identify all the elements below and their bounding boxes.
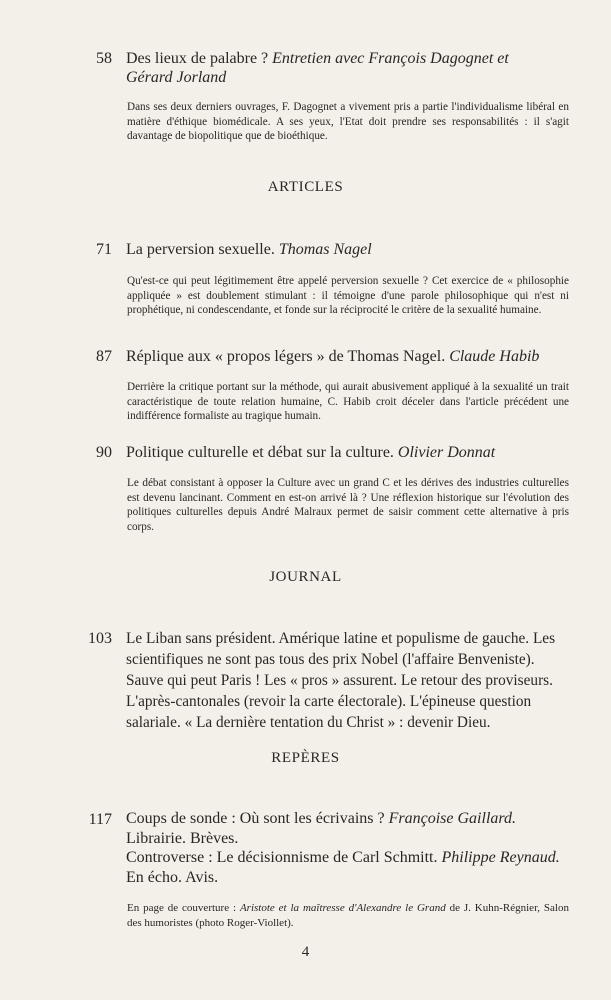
entry-title	[126, 347, 571, 366]
entry-abstract: Qu'est-ce qui peut légitimement être appelé perversion sexuelle ? Cet exercice de « philosophie appliquée » est doublement stimulant : il témoigne d'une parole philosophique qui n'est ni prophétique, ni condescendante, et fonde sur la réciprocité le critère de la sexualité humaine.	[127, 275, 569, 317]
page-number-ref: 71	[96, 241, 112, 258]
entry-line	[126, 848, 571, 868]
entry-author: Philippe Reynaud.	[441, 849, 560, 866]
entry-author-continued: Gérard Jorland	[126, 69, 227, 86]
page-number-ref: 117	[88, 811, 112, 828]
entry-line: Sauve qui peut Paris ! Les « pros » assurent. Le retour des proviseurs.	[126, 672, 553, 689]
cover-credit	[127, 901, 569, 931]
page-number-ref: 87	[96, 348, 112, 365]
section-heading-journal: JOURNAL	[269, 569, 342, 585]
entry-author: Entretien avec François Dagognet et	[272, 50, 509, 67]
entry-line: En écho. Avis.	[126, 868, 219, 886]
section-heading-reperes: REPÈRES	[271, 750, 340, 766]
cover-work-title: Aristote et la maîtresse d'Alexandre le Grand	[239, 902, 446, 914]
entry-title-text: Réplique aux « propos légers » de Thomas Nagel.	[126, 348, 450, 365]
entry-author: Thomas Nagel	[278, 241, 372, 258]
page-number-ref: 90	[96, 444, 112, 461]
entry-title	[126, 809, 571, 887]
entry-author: Claude Habib	[449, 348, 540, 365]
entry-abstract: Derrière la critique portant sur la méthode, qui aurait abusivement appliqué à la sexualité un trait caractéristique de toute relation humaine, C. Habib croit déceler dans l'article précédent une indifférence formaliste au tragique humain.	[127, 381, 569, 423]
entry-title-text: Des lieux de palabre ?	[126, 50, 273, 67]
entry-title	[126, 443, 571, 462]
entry-title-text: La perversion sexuelle.	[126, 241, 279, 258]
entry-line-text: Coups de sonde : Où sont les écrivains ?	[126, 810, 389, 827]
entry-title-text: Politique culturelle et débat sur la culture.	[126, 444, 398, 461]
entry-line	[126, 809, 571, 829]
page-number-ref: 103	[88, 630, 112, 647]
entry-abstract: Le débat consistant à opposer la Culture avec un grand C et les dérives des industries culturelles est devenu lancinant. Comment en est-on arrivé là ? Une réflexion historique sur l'évolution des politiques culturelles depuis André Malraux permet de saisir comment cette alternative à pris corps.	[127, 477, 569, 533]
entry-line-text: Controverse : Le décisionnisme de Carl Schmitt.	[126, 849, 442, 866]
entry-author: Françoise Gaillard.	[388, 810, 517, 827]
entry-title	[126, 49, 571, 87]
entry-line: Le Liban sans président. Amérique latine et populisme de gauche. Les	[126, 630, 556, 647]
entry-title	[126, 240, 571, 259]
entry-line: salariale. « La dernière tentation du Christ » : devenir Dieu.	[126, 714, 491, 731]
section-heading-articles: ARTICLES	[267, 179, 344, 195]
entry-title	[126, 628, 571, 733]
folio-page-number: 4	[301, 944, 310, 960]
entry-author: Olivier Donnat	[397, 444, 496, 461]
entry-line: L'après-cantonales (revoir la carte électorale). L'épineuse question	[126, 693, 532, 710]
entry-abstract: Dans ses deux derniers ouvrages, F. Dagognet a vivement pris a partie l'individualisme libéral en matière d'éthique biomédicale. A ses yeux, l'Etat doit prendre ses responsabilités : il s'agit davantage de biopolitique que de bioéthique.	[127, 101, 569, 143]
page-number-ref: 58	[96, 50, 112, 67]
cover-suffix: de J. Kuhn-Régnier, Salon des humoristes (photo Roger-Viollet).	[127, 902, 569, 929]
entry-line: Librairie. Brèves.	[126, 829, 239, 847]
entry-line: scientifiques ne sont pas tous des prix Nobel (l'affaire Benveniste).	[126, 651, 535, 668]
cover-prefix: En page de couverture :	[127, 902, 240, 914]
